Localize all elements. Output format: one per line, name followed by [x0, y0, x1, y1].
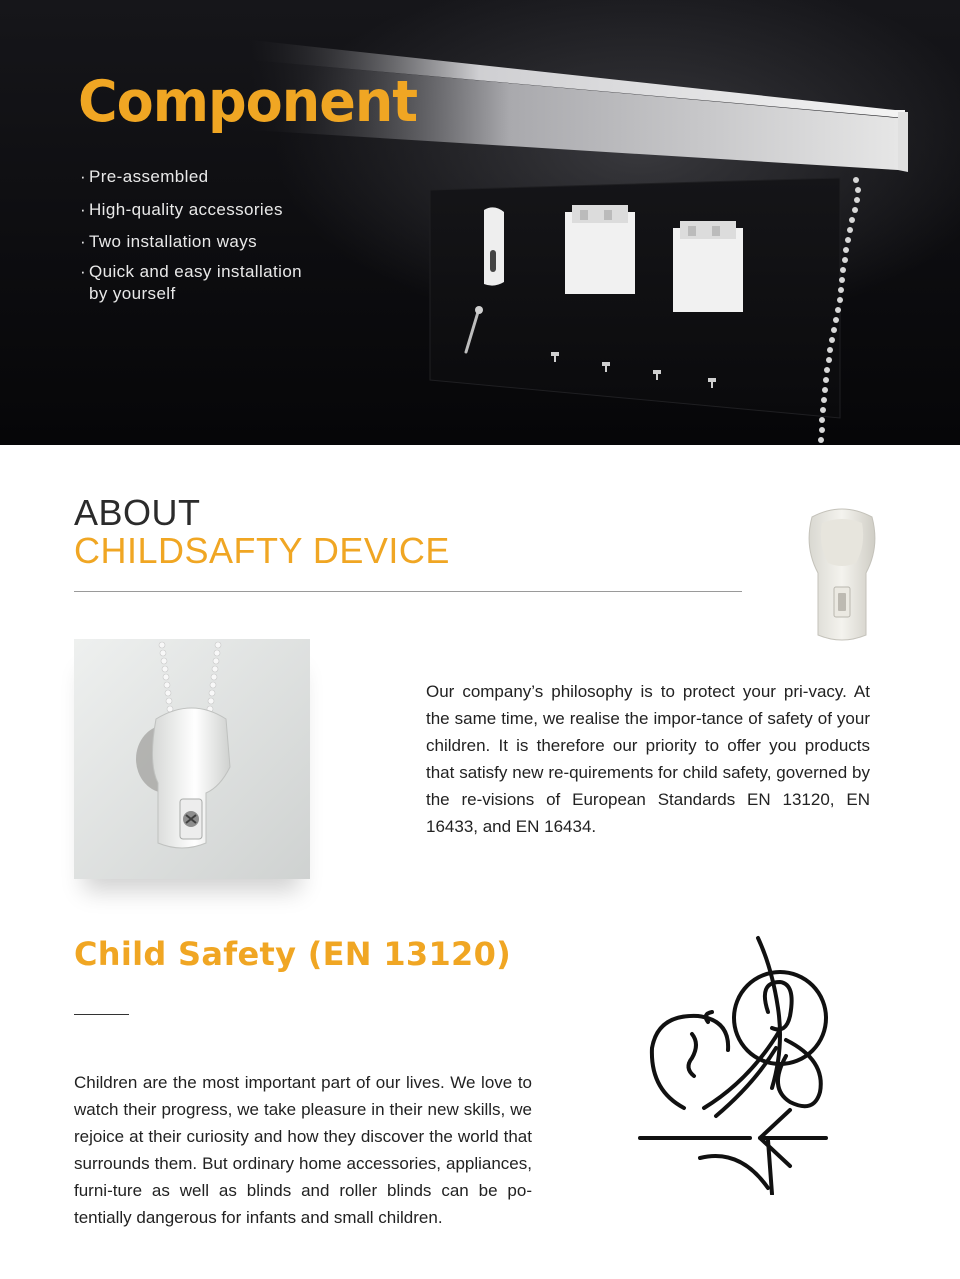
feature-item: [80, 261, 302, 305]
hero-title: Component: [78, 68, 418, 135]
feature-item: · Pre-assembled: [80, 166, 302, 188]
child-safety-title: Child Safety (EN 13120): [74, 935, 512, 973]
section-divider: [74, 591, 742, 592]
philosophy-paragraph: Our company’s philosophy is to protect your pri-vacy. At the same time, we realise the impor-tance of safety of your children. It is therefore our priority to offer you products that satisfy new re-quirements for child safety, governed by the re-visions of European Standards EN 13120, EN 16433, and EN 16434.: [426, 682, 870, 836]
child-safety-paragraph: Children are the most important part of our lives. We love to watch their progress, we take pleasure in their new skills, we rejoice at their curiosity and how they discover the world that surrounds them. But ordinary home accessories, appliances, furni-ture as well as blinds and roller blinds can be po-tentially dangerous for infants and small children.: [74, 1073, 532, 1227]
child-cord-warning-icon: [630, 930, 835, 1195]
product-photo: [74, 639, 310, 879]
about-heading-line1: ABOUT: [74, 492, 201, 533]
feature-item-line: · Quick and easy installation: [89, 262, 303, 281]
safety-clip-photo: [74, 639, 310, 879]
feature-list: [80, 166, 302, 305]
about-heading-line2: CHILDSAFTY DEVICE: [74, 530, 450, 571]
clip-part-icon: [484, 207, 504, 285]
feature-item-line: by yourself: [89, 284, 176, 303]
short-divider: [74, 1014, 129, 1015]
component-hero: [0, 0, 960, 445]
feature-item: · High-quality accessories: [80, 199, 302, 221]
safety-clip-icon: [790, 505, 900, 645]
bracket-icon: [565, 205, 635, 294]
bracket-icon: [673, 221, 743, 312]
feature-item: · Two installation ways: [80, 231, 302, 253]
